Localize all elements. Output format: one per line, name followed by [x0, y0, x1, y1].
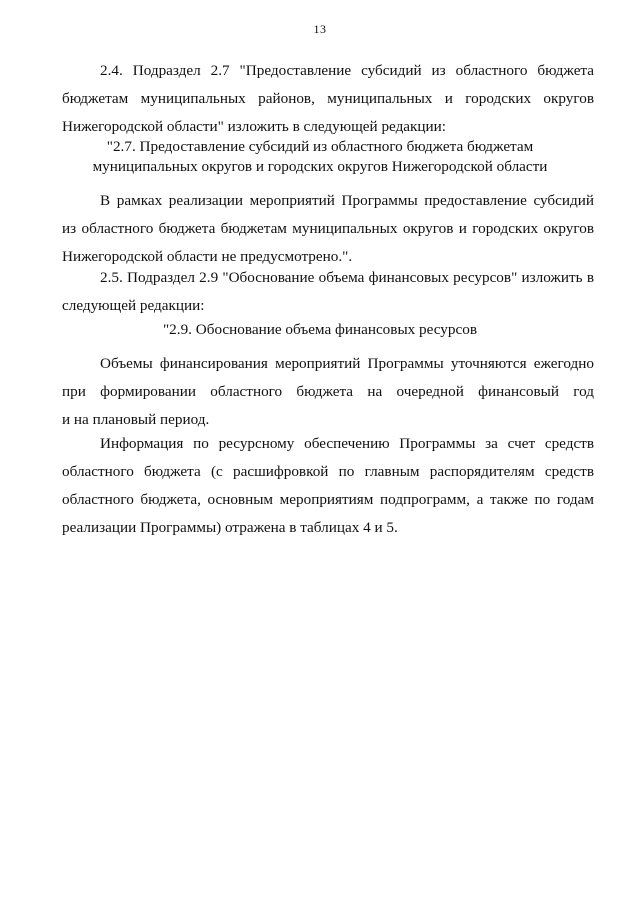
text-line: из областного бюджета бюджетам муниципальных округов и городских округов [62, 220, 594, 237]
text-line: В рамках реализации мероприятий Программы предоставление субсидий [100, 192, 594, 209]
text-line: 2.4. Подраздел 2.7 "Предоставление субсидий из областного бюджета [100, 62, 594, 79]
text-line: и на плановый период. [62, 411, 210, 428]
text-line: областного бюджета (с расшифровкой по главным распорядителям средств [62, 463, 594, 480]
section-2-5-paragraph [62, 264, 594, 320]
heading-line: "2.7. Предоставление субсидий из областного бюджета бюджетам [106, 138, 534, 155]
text-line: реализации Программы) отражена в таблицах 4 и 5. [62, 519, 398, 536]
text-line: при формировании областного бюджета на очередной финансовый год [62, 383, 594, 400]
text-line: 2.5. Подраздел 2.9 "Обоснование объема финансовых ресурсов" изложить в [100, 269, 594, 286]
section-2-4-paragraph [62, 57, 594, 141]
subsection-2-9-heading [0, 320, 640, 340]
heading-line: "2.9. Обоснование объема финансовых ресурсов [162, 321, 477, 338]
heading-line: муниципальных округов и городских округов Нижегородской области [92, 158, 548, 175]
text-line: Нижегородской области не предусмотрено.". [62, 248, 353, 265]
text-line: Информация по ресурсному обеспечению Программы за счет средств [100, 435, 594, 452]
subsection-2-9-paragraph-2 [62, 430, 594, 542]
text-line: следующей редакции: [62, 297, 205, 314]
text-line: бюджетам муниципальных районов, муниципальных и городских округов [62, 90, 594, 107]
page-number: 13 [313, 22, 327, 36]
text-line: Объемы финансирования мероприятий Программы уточняются ежегодно [100, 355, 594, 372]
subsection-2-9-paragraph-1 [62, 350, 594, 434]
subsection-2-7-paragraph [62, 187, 594, 271]
text-line: Нижегородской области" изложить в следующей редакции: [62, 118, 447, 135]
subsection-2-7-heading [0, 137, 640, 177]
text-line: областного бюджета, основным мероприятиям подпрограмм, а также по годам [62, 491, 594, 508]
